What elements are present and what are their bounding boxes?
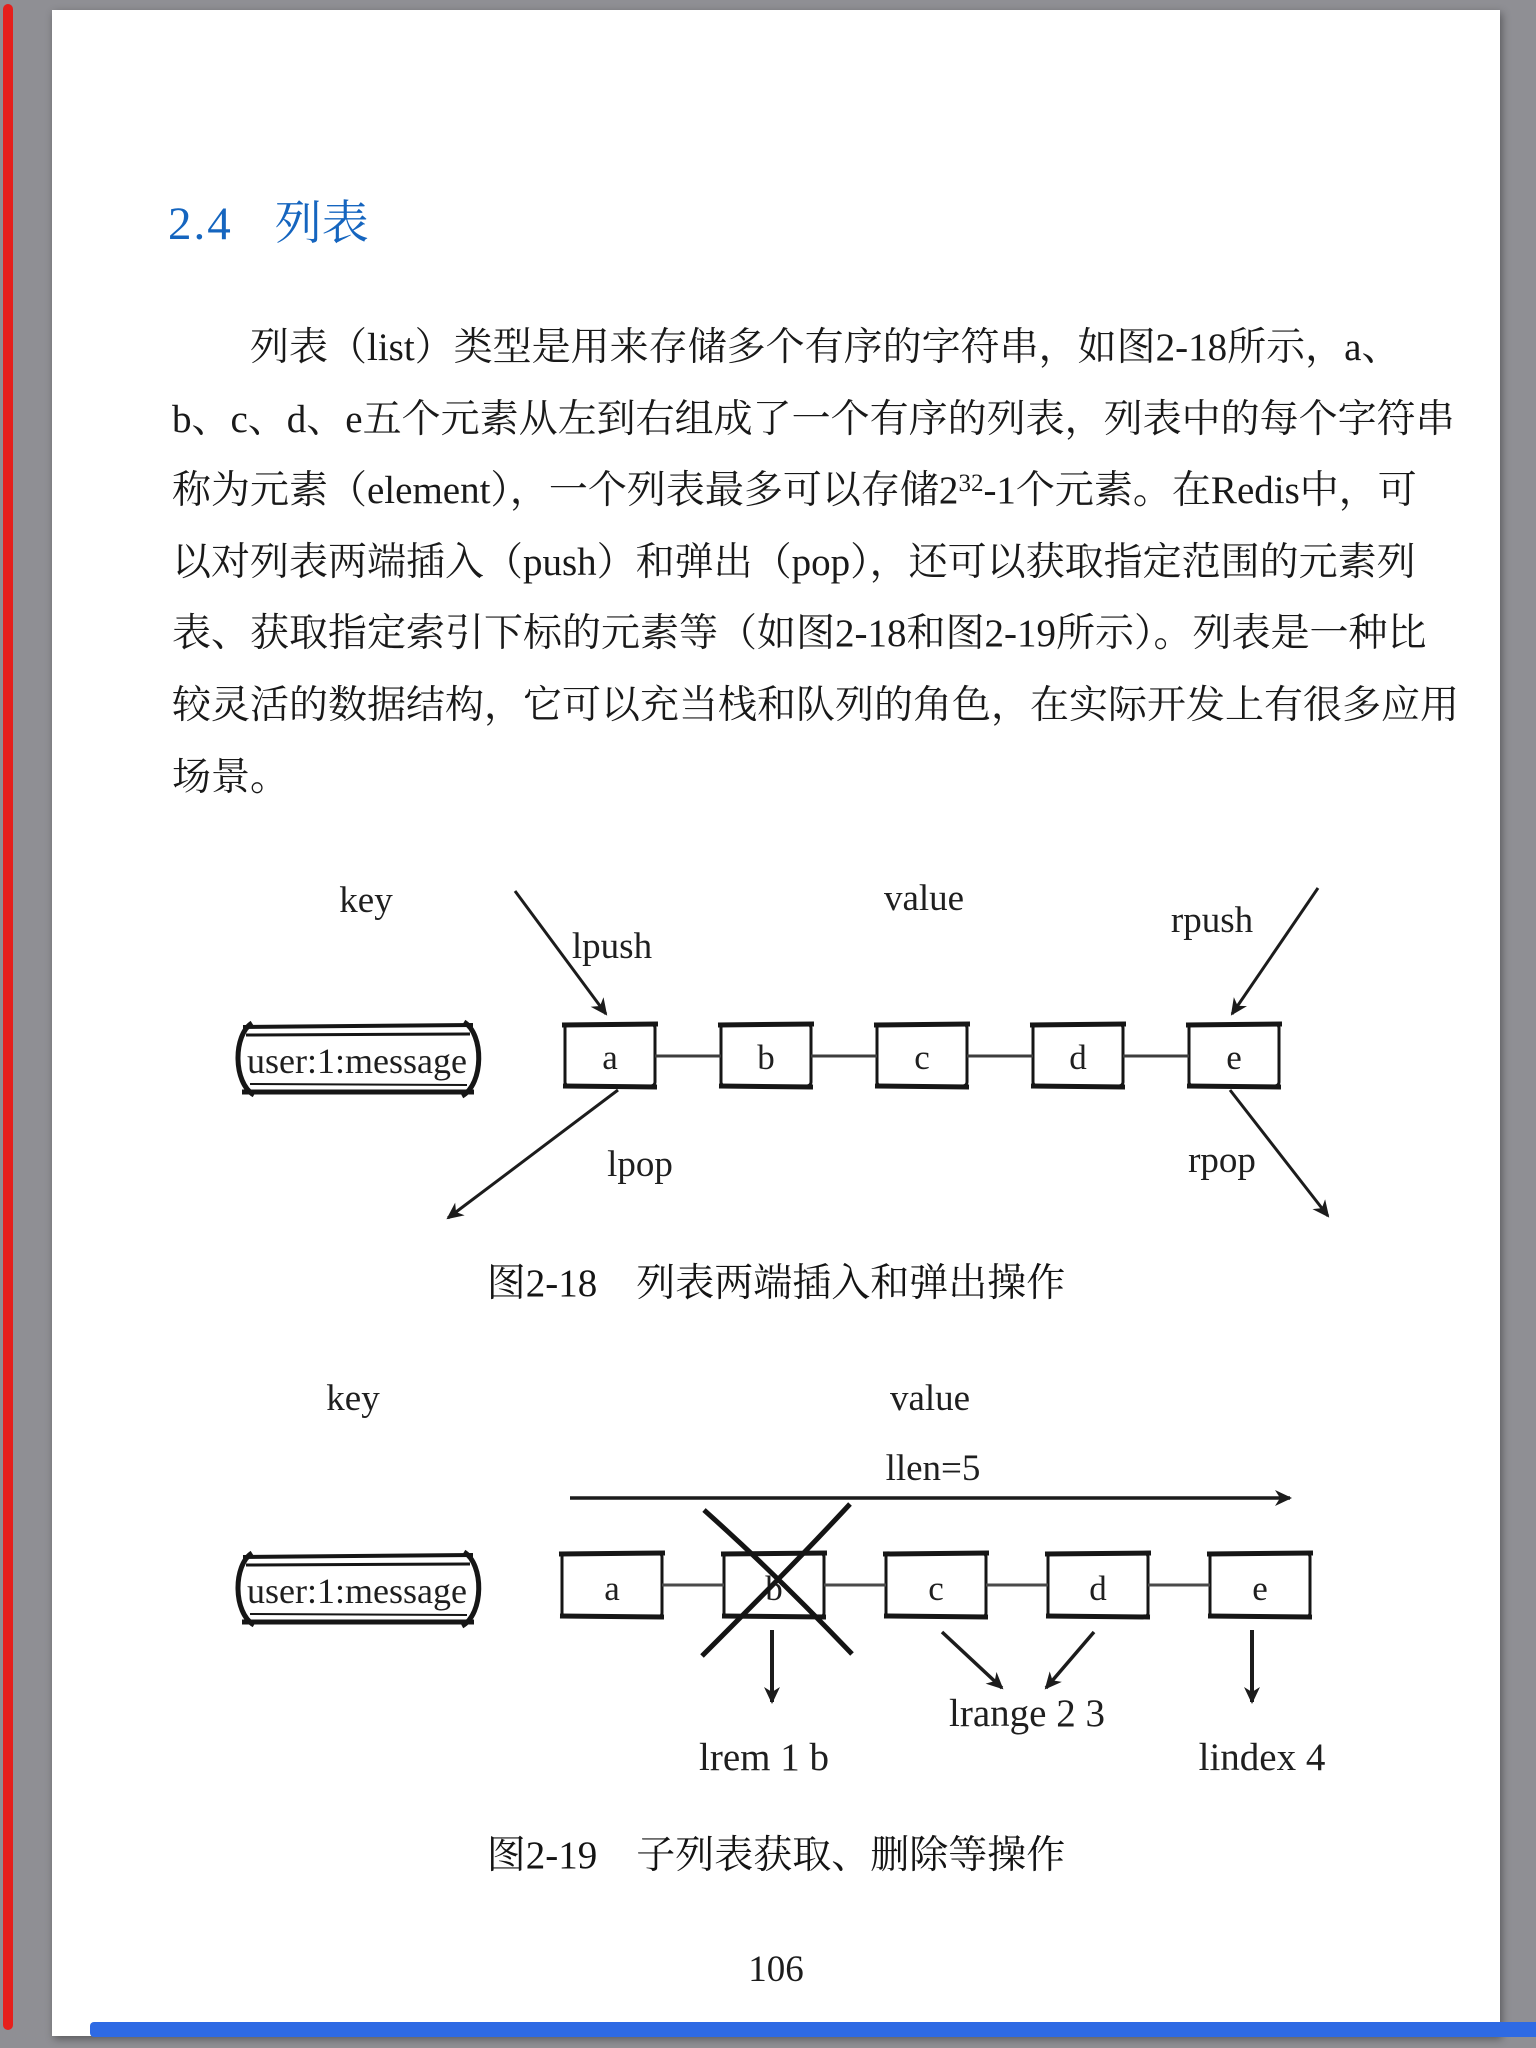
figure-2-18-caption: 图2-18 列表两端插入和弹出操作 <box>486 1262 1066 1305</box>
page-number: 106 <box>748 1949 804 1990</box>
lrange-arrow-from-d <box>1046 1632 1094 1688</box>
element-b: b <box>765 1569 783 1608</box>
element-c: c <box>914 1038 930 1077</box>
element-e: e <box>1252 1569 1268 1608</box>
paragraph-line: 称为元素（element），一个列表最多可以存储$2^{32}-1$个元素。在Redis中，可 <box>172 469 1417 513</box>
fig218-lpush-label: lpush <box>571 926 653 967</box>
section-heading <box>168 186 369 253</box>
paragraph-line: 表、获取指定索引下标的元素等（如图2-18和图2-19所示）。列表是一种比 <box>172 612 1427 656</box>
fig218-value-label: value <box>883 878 965 919</box>
body-paragraph <box>172 312 1460 813</box>
fig219-llen-label: llen=5 <box>885 1448 981 1489</box>
key-box <box>238 1552 479 1626</box>
fig219-value-label: value <box>889 1378 971 1419</box>
paragraph-line: b、c、d、e五个元素从左到右组成了一个有序的列表，列表中的每个字符串 <box>172 397 1455 441</box>
section-number: 2.4 <box>168 198 233 250</box>
figure-2-19-diagram <box>150 1370 1500 1810</box>
section-title: 列表 <box>274 198 369 250</box>
fig219-lrem-label: lrem 1 b <box>699 1736 829 1779</box>
fig219-lrange-label: lrange 2 3 <box>949 1692 1105 1735</box>
fig218-rpush-label: rpush <box>1170 900 1254 941</box>
fig218-key-label: key <box>339 880 393 921</box>
paragraph-line: 较灵活的数据结构，它可以充当栈和队列的角色，在实际开发上有很多应用 <box>172 683 1460 727</box>
paragraph-line: 列表（list）类型是用来存储多个有序的字符串，如图2-18所示，a、 <box>250 326 1401 369</box>
fig219-key-name: user:1:message <box>247 1571 467 1611</box>
element-c: c <box>928 1569 944 1608</box>
key-box <box>238 1022 479 1096</box>
superscript-exponent: 32 <box>958 470 984 498</box>
fig218-key-name: user:1:message <box>247 1041 467 1081</box>
fig218-rpop-label: rpop <box>1188 1140 1256 1181</box>
element-a: a <box>602 1038 618 1077</box>
element-a: a <box>604 1569 620 1608</box>
paragraph-line: 以对列表两端插入（push）和弹出（pop），还可以获取指定范围的元素列 <box>172 540 1416 584</box>
lrange-arrow-from-c <box>942 1632 1002 1688</box>
figure-2-18-diagram <box>150 855 1450 1230</box>
element-e: e <box>1226 1038 1242 1077</box>
paragraph-line: 场景。 <box>172 755 290 799</box>
red-edge-annotation-line <box>3 4 13 2030</box>
fig219-key-label: key <box>326 1378 380 1419</box>
element-b: b <box>757 1038 775 1077</box>
figure-2-19-caption: 图2-19 子列表获取、删除等操作 <box>486 1834 1066 1877</box>
element-d: d <box>1089 1569 1107 1608</box>
element-d: d <box>1069 1038 1087 1077</box>
fig219-lindex-label: lindex 4 <box>1198 1736 1326 1779</box>
fig218-lpop-label: lpop <box>607 1144 673 1185</box>
lpop-arrow <box>448 1090 618 1218</box>
blue-edge-annotation-line <box>90 2022 1536 2037</box>
